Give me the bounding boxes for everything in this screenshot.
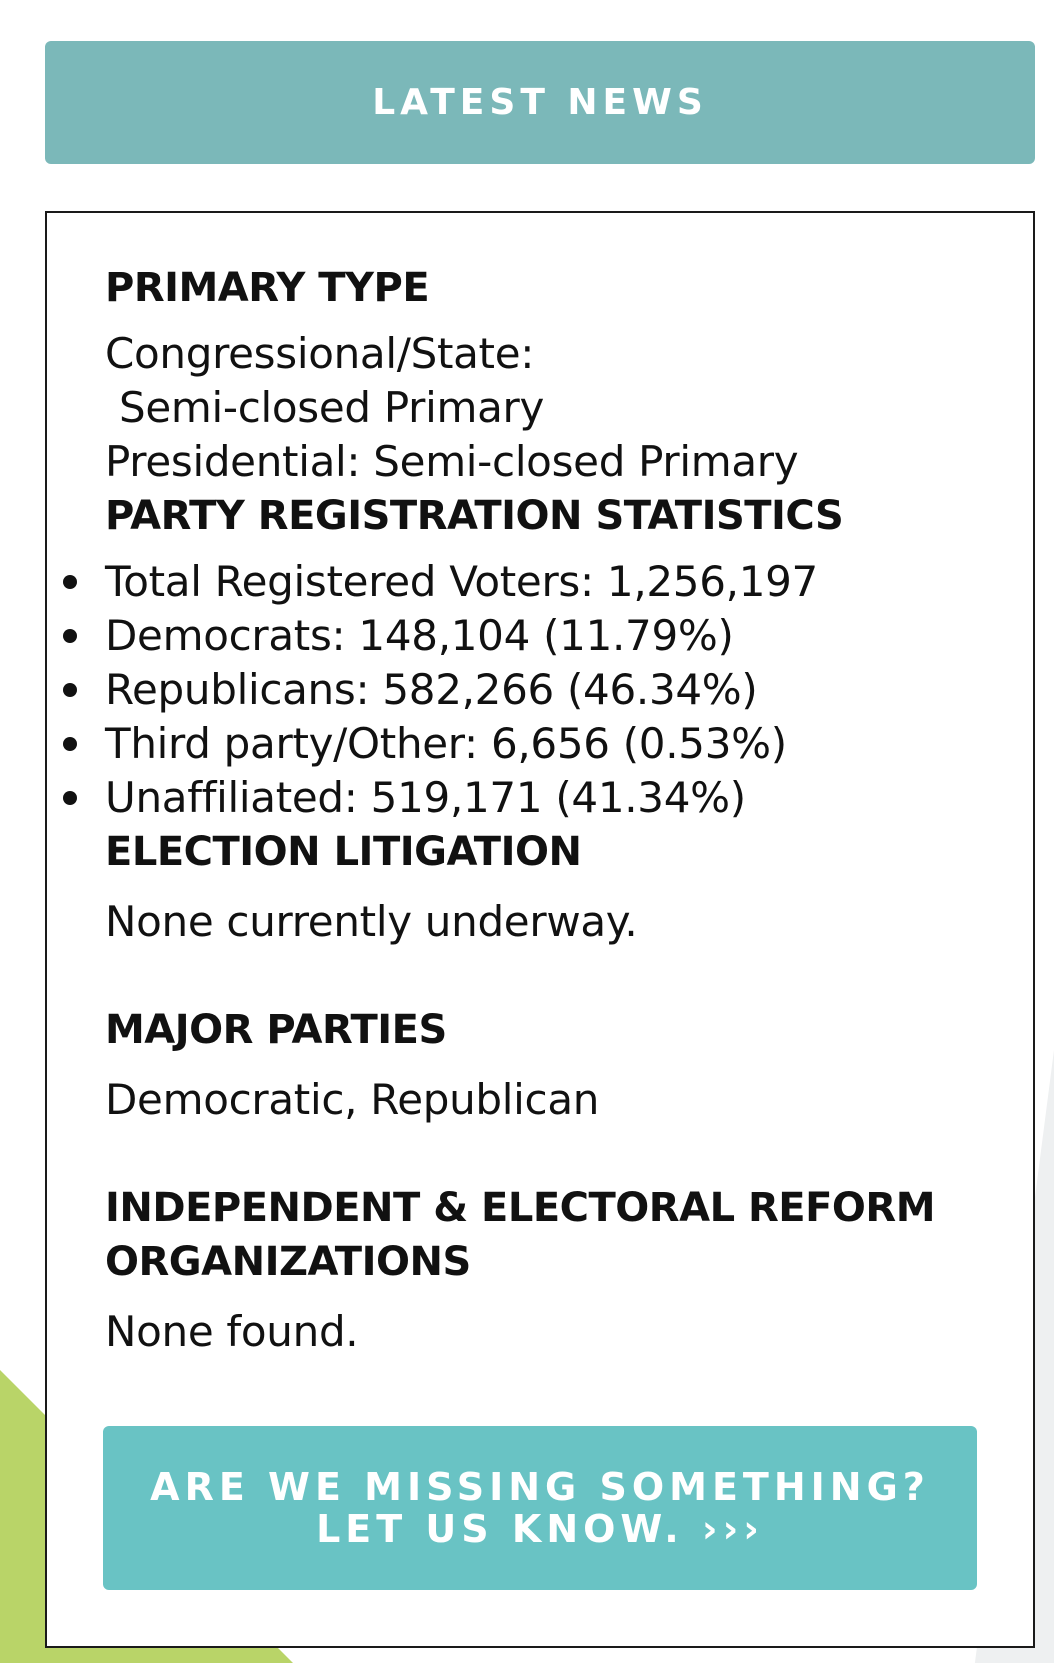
primary-type-line: Semi-closed Primary — [119, 383, 545, 432]
latest-news-button[interactable]: LATEST NEWS — [45, 41, 1035, 164]
primary-type-details — [105, 327, 1033, 489]
election-litigation-text: None currently underway. — [105, 897, 638, 946]
reform-orgs-heading-line: INDEPENDENT & ELECTORAL REFORM — [105, 1185, 936, 1231]
major-parties-section — [105, 1003, 1033, 1127]
party-registration-heading: PARTY REGISTRATION STATISTICS — [105, 493, 844, 539]
major-parties-text: Democratic, Republican — [105, 1075, 600, 1124]
bullet-icon — [63, 629, 77, 643]
reform-orgs-section — [105, 1181, 1033, 1359]
major-parties-heading: MAJOR PARTIES — [105, 1007, 447, 1053]
bullet-icon — [63, 791, 77, 805]
list-item-text: Third party/Other: 6,656 (0.53%) — [105, 719, 787, 768]
bullet-icon — [63, 575, 77, 589]
list-item — [63, 717, 991, 771]
party-registration-list — [63, 555, 991, 825]
list-item-text: Total Registered Voters: 1,256,197 — [105, 557, 818, 606]
list-item — [63, 771, 991, 825]
election-litigation-heading: ELECTION LITIGATION — [105, 829, 582, 875]
cta-line: ARE WE MISSING SOMETHING? — [150, 1465, 930, 1509]
let-us-know-button[interactable] — [103, 1426, 977, 1590]
list-item-text: Republicans: 582,266 (46.34%) — [105, 665, 758, 714]
bullet-icon — [63, 737, 77, 751]
primary-type-line: Congressional/State: — [105, 329, 535, 378]
list-item — [63, 663, 991, 717]
list-item — [63, 609, 991, 663]
reform-orgs-heading-line: ORGANIZATIONS — [105, 1239, 471, 1285]
state-info-card — [45, 211, 1035, 1648]
bullet-icon — [63, 683, 77, 697]
list-item — [63, 555, 991, 609]
primary-type-heading: PRIMARY TYPE — [105, 265, 430, 311]
cta-line: LET US KNOW. ››› — [316, 1507, 764, 1551]
list-item-text: Democrats: 148,104 (11.79%) — [105, 611, 734, 660]
reform-orgs-text: None found. — [105, 1307, 359, 1356]
primary-type-line: Presidential: Semi-closed Primary — [105, 437, 799, 486]
list-item-text: Unaffiliated: 519,171 (41.34%) — [105, 773, 746, 822]
